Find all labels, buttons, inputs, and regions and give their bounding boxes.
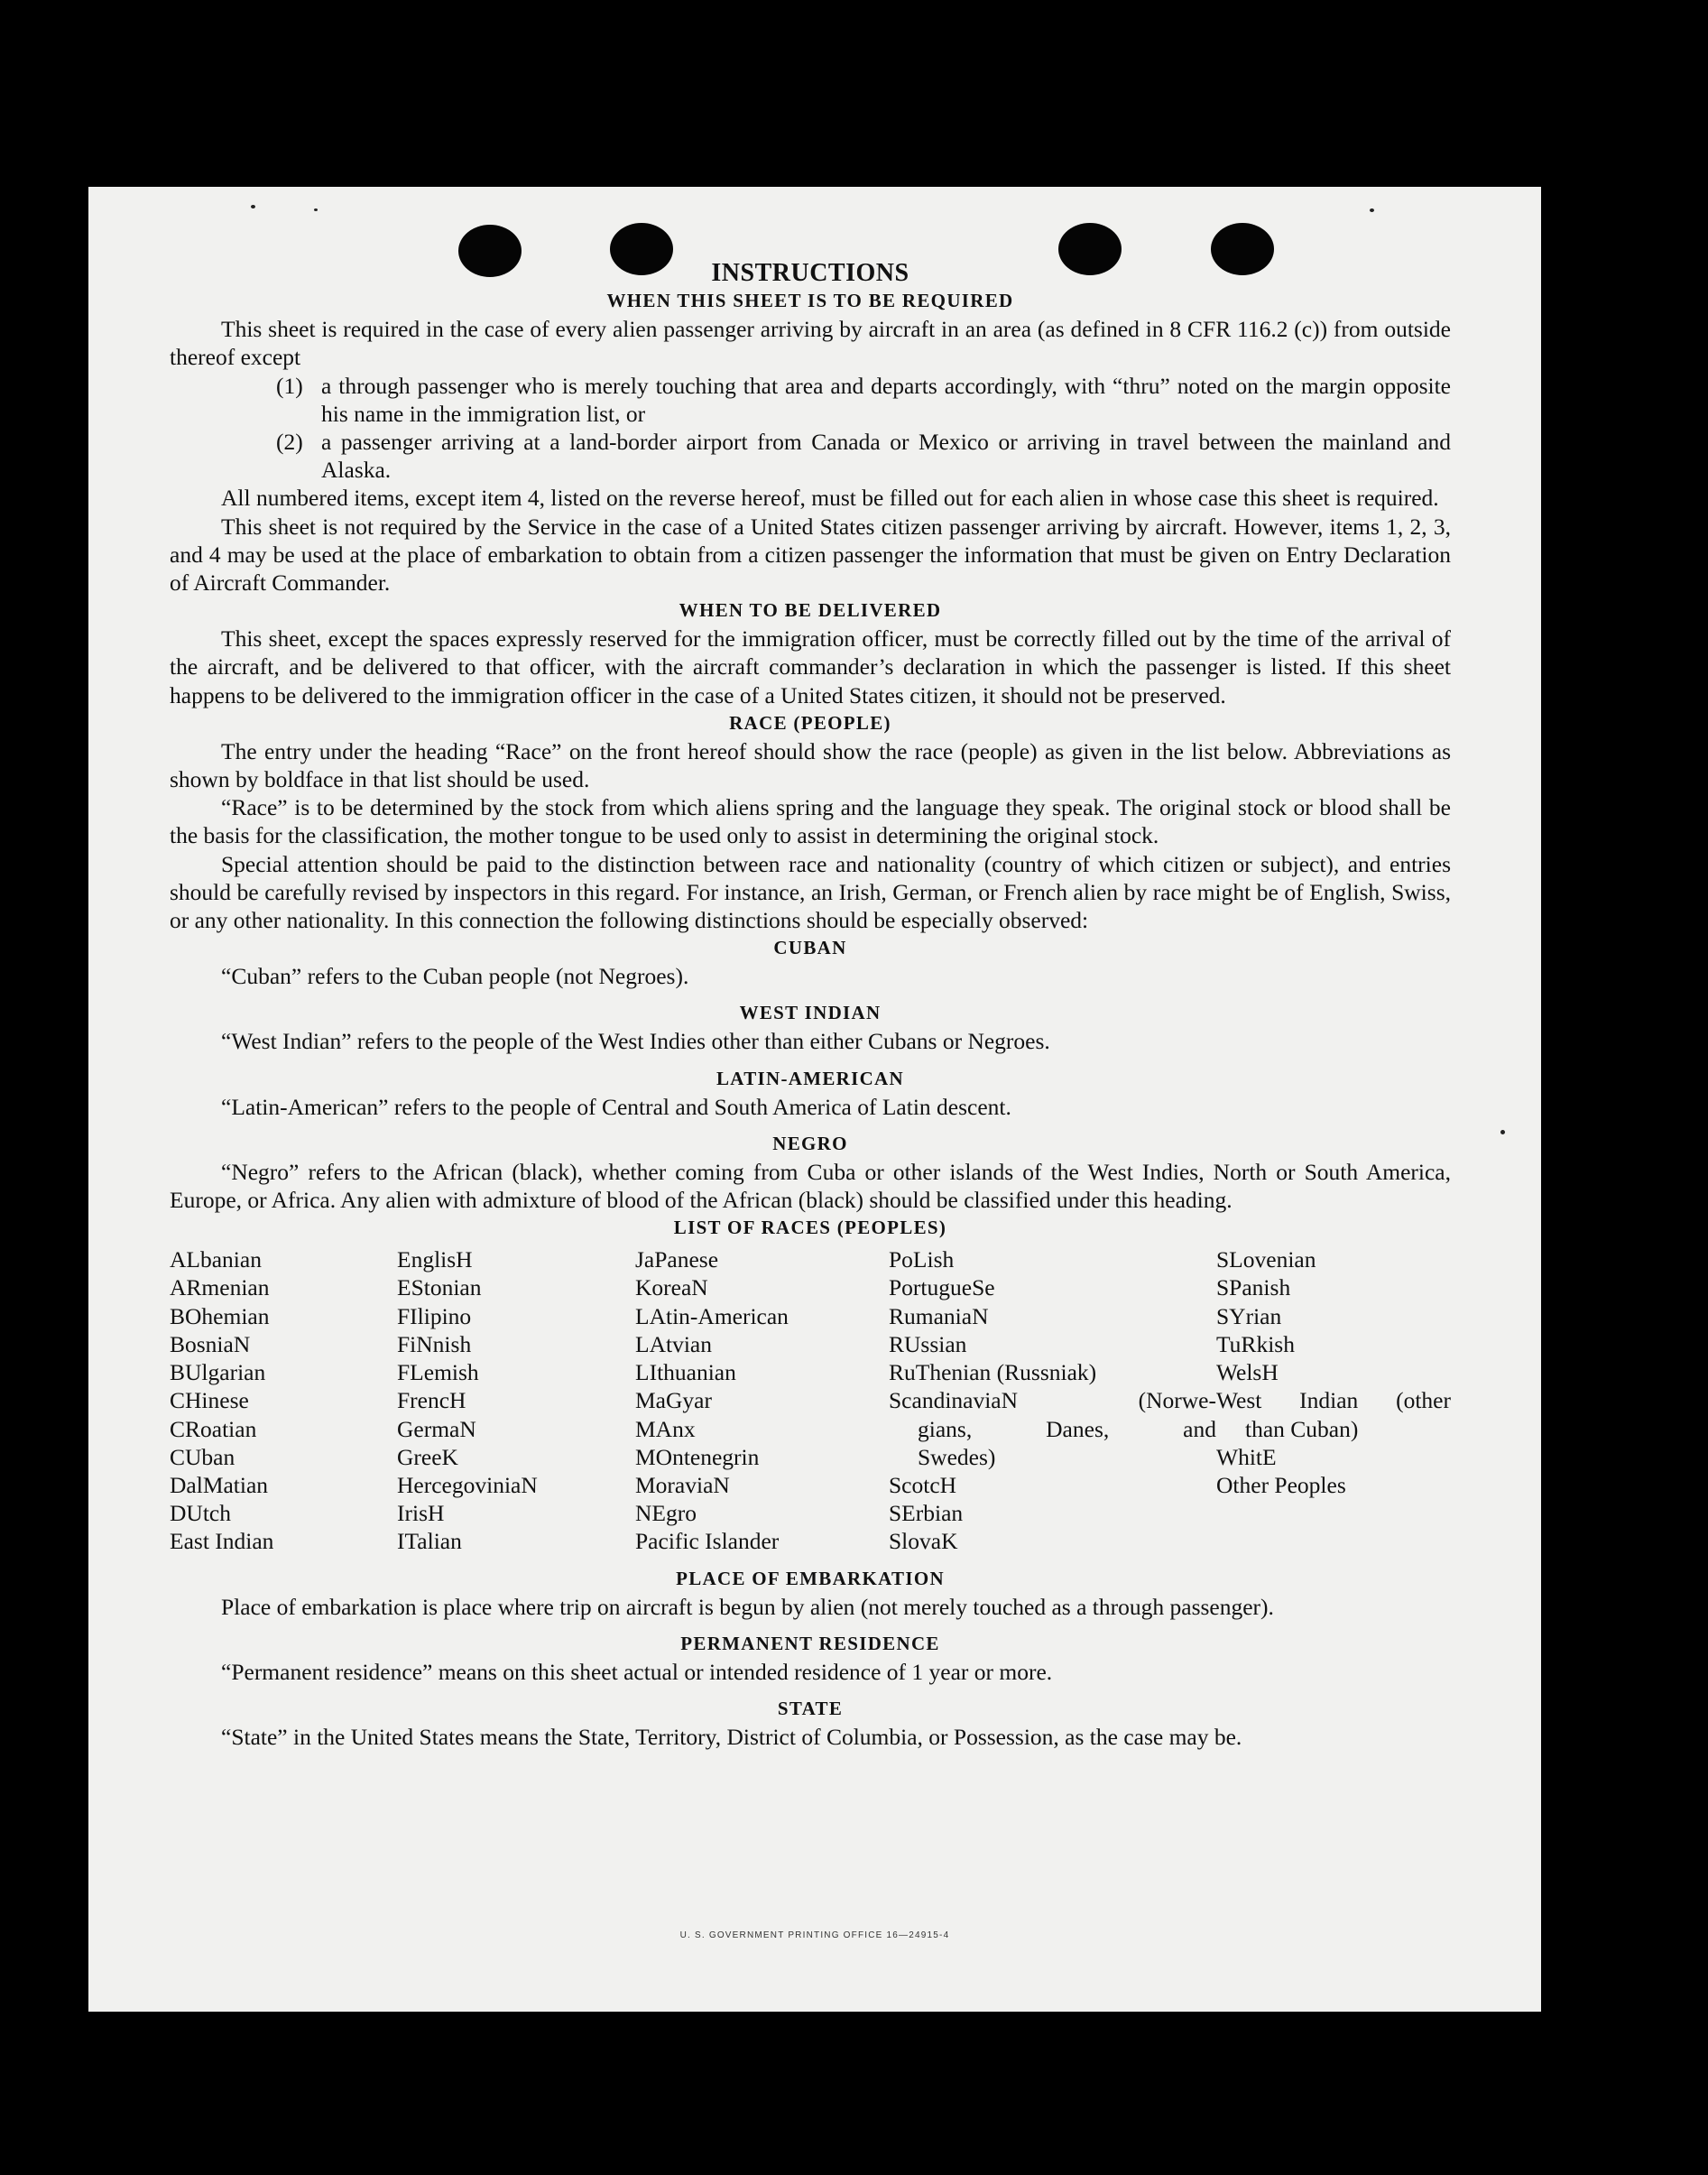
race-item: SlovaK [889, 1528, 958, 1555]
paragraph: This sheet, except the spaces expressly reserved for the immigration officer, must be correctly filled out by the time of the arrival of the aircraft, and be delivered to that officer, with the aircraft commander’s declaration in which the passenger is listed. If this sheet happens to be delivered to the immigration officer in the case of a United States citizen, it should not be preserved. [170, 625, 1451, 708]
race-item: IrisH [397, 1500, 445, 1527]
paragraph: “Latin-American” refers to the people of Central and South America of Latin descent. [221, 1093, 1011, 1120]
section-heading: PERMANENT RESIDENCE [680, 1632, 940, 1654]
race-item: MOntenegrin [635, 1443, 760, 1470]
race-item: GermaN [397, 1415, 476, 1442]
race-item: DUtch [170, 1500, 231, 1527]
race-column [170, 1245, 397, 1555]
paragraph: “State” in the United States means the State, Territory, District of Columbia, or Possession, as the case may be. [221, 1723, 1242, 1750]
paragraph: Special attention should be paid to the distinction between race and nationality (country of which citizen or subject), and entries should be carefully revised by inspectors in this regard. For instance, an Irish, German, or French alien by race might be of English, Swiss, or any other nationality. In this connection the following distinctions should be especially observed: [170, 850, 1451, 934]
paragraph: This sheet is required in the case of every alien passenger arriving by aircraft in an area (as defined in 8 CFR 116.2 (c)) from outside thereof except [170, 316, 1451, 371]
race-item-continued: gians, Danes, and [918, 1415, 1216, 1442]
paragraph: “Race” is to be determined by the stock from which aliens spring and the language they speak. The original stock or blood shall be the basis for the classification, the mother tongue to be used only to assist in determining the original stock. [170, 794, 1451, 849]
race-item: TuRkish [1216, 1330, 1295, 1357]
race-item: FiNnish [397, 1330, 472, 1357]
section-heading: WEST INDIAN [739, 1002, 882, 1024]
race-item: ScandinaviaN (Norwe- [889, 1387, 1216, 1414]
race-item: LAtin-American [635, 1302, 789, 1329]
paragraph: “West Indian” refers to the people of the West Indies other than either Cubans or Negroes. [221, 1028, 1050, 1055]
section-heading: STATE [777, 1697, 844, 1719]
race-item: East Indian [170, 1528, 274, 1555]
section-heading: CUBAN [773, 937, 847, 959]
paragraph: Place of embarkation is place where trip on aircraft is begun by alien (not merely touched as a through passenger). [221, 1593, 1274, 1620]
race-item: LIthuanian [635, 1359, 736, 1386]
instructions-content [170, 259, 1451, 1751]
paragraph: This sheet is not required by the Service in the case of a United States citizen passenger arriving by aircraft. However, items 1, 2, 3, and 4 may be used at the place of embarkation to obtain from a citizen passenger the information that must be given on Entry Declaration of Aircraft Commander. [170, 513, 1451, 597]
race-column [635, 1245, 889, 1555]
race-item: PortugueSe [889, 1274, 995, 1301]
paragraph: All numbered items, except item 4, listed on the reverse hereof, must be filled out for each alien in whose case this sheet is required. [221, 485, 1439, 512]
printer-imprint: U. S. GOVERNMENT PRINTING OFFICE 16—24915-4 [679, 1930, 950, 1940]
race-item: Other Peoples [1216, 1471, 1346, 1498]
race-item: SYrian [1216, 1302, 1282, 1329]
race-item: Pacific Islander [635, 1528, 780, 1555]
race-item: ScotcH [889, 1471, 957, 1498]
race-column [889, 1245, 1216, 1555]
paragraph: The entry under the heading “Race” on the front hereof should show the race (people) as given in the list below. Abbreviations as shown by boldface in that list should be used. [170, 737, 1451, 793]
race-item: GreeK [397, 1443, 458, 1470]
section-heading: PLACE OF EMBARKATION [676, 1567, 945, 1589]
race-item: ITalian [397, 1528, 462, 1555]
race-item: DalMatian [170, 1471, 269, 1498]
race-item: ARmenian [170, 1274, 270, 1301]
section-heading: WHEN TO BE DELIVERED [679, 599, 942, 622]
race-item: BUlgarian [170, 1359, 266, 1386]
paragraph: “Negro” refers to the African (black), whether coming from Cuba or other islands of the West Indies, North or South America, Europe, or Africa. Any alien with admixture of blood of the African (black) should be classified under this heading. [170, 1158, 1451, 1214]
race-item: WelsH [1216, 1359, 1279, 1386]
race-item: CHinese [170, 1387, 249, 1414]
section-heading: LIST OF RACES (PEOPLES) [673, 1217, 947, 1239]
race-item: CRoatian [170, 1415, 257, 1442]
race-item: FIlipino [397, 1302, 472, 1329]
list-item: (1) a through passenger who is merely touching that area and departs accordingly, with “thru” noted on the margin opposite his name in the immigration list, or [276, 372, 1451, 427]
paragraph: “Permanent residence” means on this sheet actual or intended residence of 1 year or more. [221, 1658, 1053, 1685]
race-column [1216, 1245, 1451, 1555]
race-item: ALbanian [170, 1246, 262, 1273]
list-item: (2) a passenger arriving at a land-border airport from Canada or Mexico or arriving in travel between the mainland and Alaska. [276, 429, 1451, 484]
race-item: EStonian [397, 1274, 482, 1301]
section-heading: WHEN THIS SHEET IS TO BE REQUIRED [606, 290, 1014, 312]
race-item-continued: Swedes) [918, 1443, 996, 1470]
paragraph: “Cuban” refers to the Cuban people (not Negroes). [221, 963, 689, 990]
race-item: JaPanese [635, 1246, 719, 1273]
race-item: FrencH [397, 1387, 466, 1414]
race-item: KoreaN [635, 1274, 708, 1301]
race-item: CUban [170, 1443, 235, 1470]
race-item: HercegoviniaN [397, 1471, 538, 1498]
race-item: NEgro [635, 1500, 697, 1527]
race-item: BosniaN [170, 1330, 251, 1357]
section-heading: NEGRO [772, 1132, 848, 1154]
page-title: INSTRUCTIONS [711, 259, 909, 287]
race-item: WhitE [1216, 1443, 1277, 1470]
race-list [170, 1245, 1451, 1555]
race-item: RumaniaN [889, 1302, 989, 1329]
document-page [88, 187, 1541, 2012]
section-heading: LATIN-AMERICAN [716, 1067, 904, 1089]
race-item: MAnx [635, 1415, 696, 1442]
race-item: LAtvian [635, 1330, 712, 1357]
race-item: SErbian [889, 1500, 964, 1527]
race-item: MaGyar [635, 1387, 712, 1414]
race-item: RuThenian (Russniak) [889, 1359, 1097, 1386]
race-item: FLemish [397, 1359, 479, 1386]
race-item: EnglisH [397, 1246, 473, 1273]
race-item: West Indian (other [1216, 1387, 1451, 1414]
race-item-continued: than Cuban) [1245, 1415, 1359, 1442]
race-item: SLovenian [1216, 1246, 1316, 1273]
race-item: RUssian [889, 1330, 967, 1357]
race-item: BOhemian [170, 1302, 270, 1329]
race-item: MoraviaN [635, 1471, 730, 1498]
race-item: SPanish [1216, 1274, 1291, 1301]
race-item: PoLish [889, 1246, 955, 1273]
race-column [397, 1245, 635, 1555]
section-heading: RACE (PEOPLE) [729, 711, 891, 734]
